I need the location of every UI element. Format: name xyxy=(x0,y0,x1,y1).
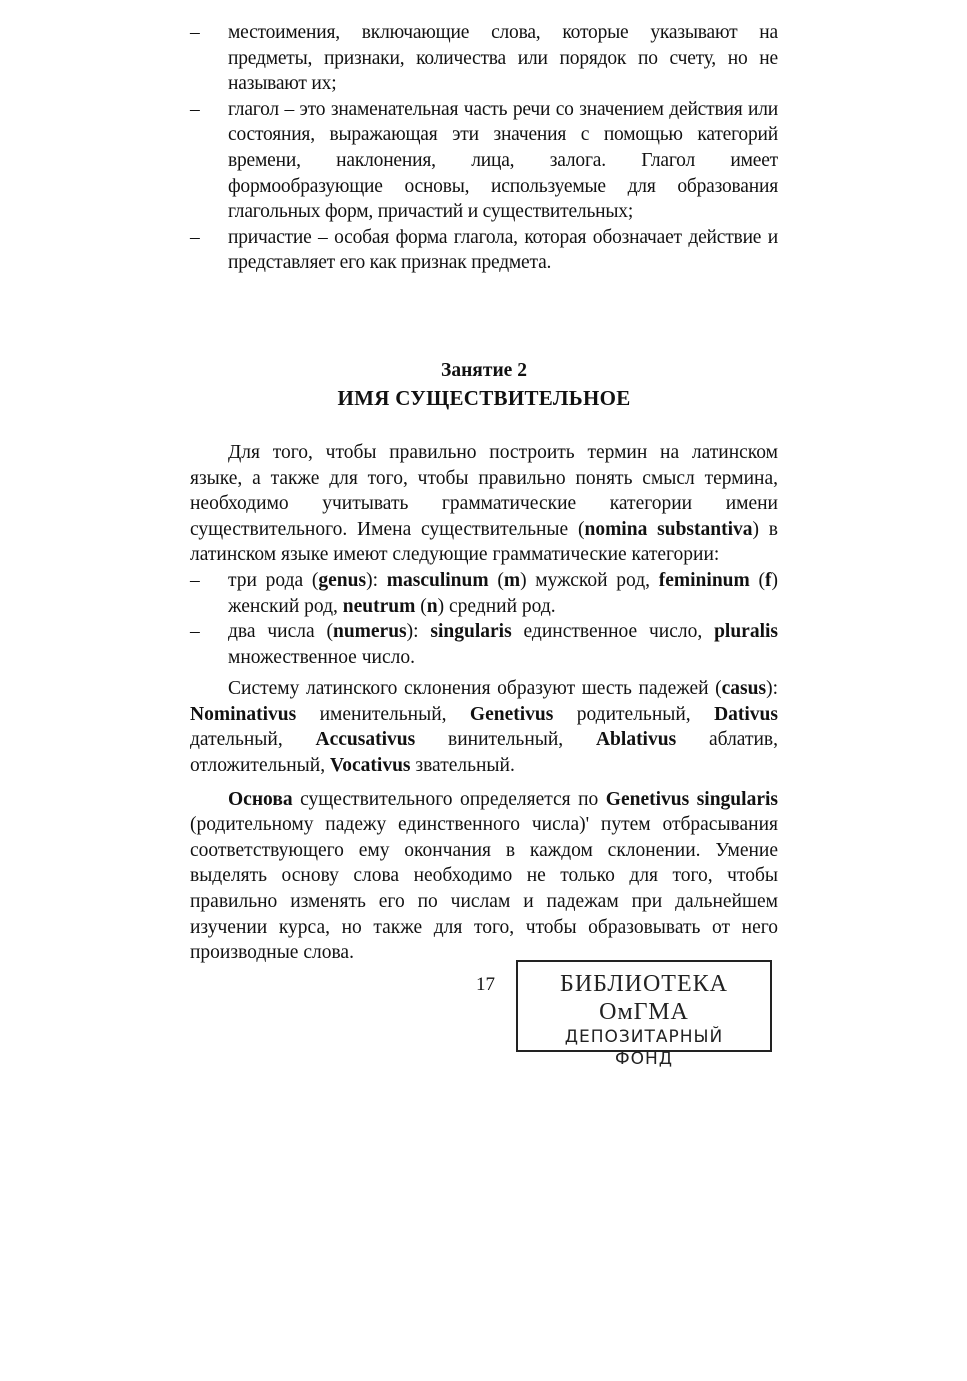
lesson-label: Занятие 2 xyxy=(441,359,527,381)
list-item-text: глагол – это знаменательная часть речи со значением действия или состояния, выражающая эти значения с помощью категорий времени, наклонения, лица, залога. Глагол имеет формообразующие основы, используемые для образования глагольных форм, причастий и существительных; xyxy=(228,98,778,223)
text-run: ) мужской род, xyxy=(520,569,659,591)
text-run: существительного определяется по xyxy=(292,788,606,810)
section-heading xyxy=(190,358,778,412)
latin-term: singularis xyxy=(430,621,512,643)
text-run: ): xyxy=(366,569,387,591)
text-run: дательный, xyxy=(190,729,316,751)
text-run: родительный, xyxy=(553,703,715,725)
text-run: звательный. xyxy=(410,755,515,777)
latin-term: masculinum xyxy=(386,569,489,591)
text-run: ( xyxy=(749,569,765,591)
text-run: ( xyxy=(415,595,427,617)
list-dash: – xyxy=(190,621,200,643)
list-item xyxy=(190,20,778,97)
list-dash: – xyxy=(190,22,200,43)
latin-term: Ablativus xyxy=(595,729,677,751)
list-item-text: местоимения, включающие слова, которые указывают на предметы, признаки, количества или порядок по счету, но не называют их; xyxy=(228,22,778,95)
top-list xyxy=(190,20,778,276)
latin-term: Genetivus xyxy=(469,703,554,725)
stamp-line: ДЕПОЗИТАРНЫЙ xyxy=(564,1027,724,1047)
category-number xyxy=(190,619,778,670)
list-item xyxy=(190,225,778,276)
text-run: (родительному падежу единственного числа)' путем отбрасывания соответствующего ему окончания в каждом склонении. Умение выделять основу слова необходимо не только для того, чтобы правильно изменять его по числам и падежам при дальнейшем изучении курса, но также для того, чтобы образовывать от него производные слова. xyxy=(190,814,778,964)
latin-term: f xyxy=(764,569,772,591)
category-gender xyxy=(190,568,778,619)
latin-term: genus xyxy=(318,569,367,591)
list-item-text: причастие – особая форма глагола, которая обозначает действие и представляет его как признак предмета. xyxy=(228,226,778,274)
page-footer xyxy=(476,960,776,1069)
stem-paragraph xyxy=(190,787,778,966)
page-body xyxy=(190,20,778,966)
text-run: множественное число. xyxy=(228,646,415,668)
list-dash: – xyxy=(190,98,200,120)
latin-term: femininum xyxy=(658,569,750,591)
paragraph-text: Для того, чтобы правильно построить термин на латинском языке, а также для того, чтобы правильно понять смысл термина, необходимо учитывать грамматические категории имени существительного. Имена существительные ( xyxy=(190,441,778,540)
page-number: 17 xyxy=(476,974,495,995)
latin-term: m xyxy=(503,569,521,591)
text-run: именительный, xyxy=(296,703,470,725)
latin-term: neutrum xyxy=(342,595,416,617)
stamp-line: БИБЛИОТЕКА ОмГМА xyxy=(560,971,728,1025)
latin-term: nomina substantiva xyxy=(584,518,753,540)
latin-term: pluralis xyxy=(714,621,778,643)
latin-term: Nominativus xyxy=(190,703,297,725)
text-run: винительный, xyxy=(415,729,596,751)
intro-paragraph xyxy=(190,440,778,568)
text-run: ( xyxy=(488,569,504,591)
paragraph-text: ) в латинском языке имеют следующие грамматические категории: xyxy=(190,518,779,566)
text-run: ): xyxy=(406,621,431,643)
text-run: Систему латинского склонения образуют шесть падежей ( xyxy=(228,678,722,700)
latin-term: Genetivus singularis xyxy=(605,788,778,810)
text-run: три рода ( xyxy=(228,569,319,591)
section-title: ИМЯ СУЩЕСТВИТЕЛЬНОЕ xyxy=(337,385,631,410)
text-run: два числа ( xyxy=(228,621,333,643)
list-dash: – xyxy=(190,569,200,591)
list-dash: – xyxy=(190,226,200,248)
text-run: аблатив, отложительный, xyxy=(190,729,778,777)
key-term: Основа xyxy=(228,788,293,810)
cases-paragraph xyxy=(190,676,778,778)
text-run: единственное число, xyxy=(511,621,715,643)
text-run: ) женский род, xyxy=(228,569,778,617)
list-item xyxy=(190,97,778,225)
text-run: ): xyxy=(766,678,778,700)
stamp-line: ФОНД xyxy=(614,1049,674,1069)
text-run: ) средний род. xyxy=(437,595,556,617)
latin-term: casus xyxy=(721,678,767,700)
latin-term: n xyxy=(426,595,438,617)
latin-term: Accusativus xyxy=(315,729,416,751)
latin-term: Dativus xyxy=(714,703,778,725)
latin-term: Vocativus xyxy=(329,755,411,777)
library-stamp xyxy=(516,960,772,1069)
latin-term: numerus xyxy=(332,621,407,643)
